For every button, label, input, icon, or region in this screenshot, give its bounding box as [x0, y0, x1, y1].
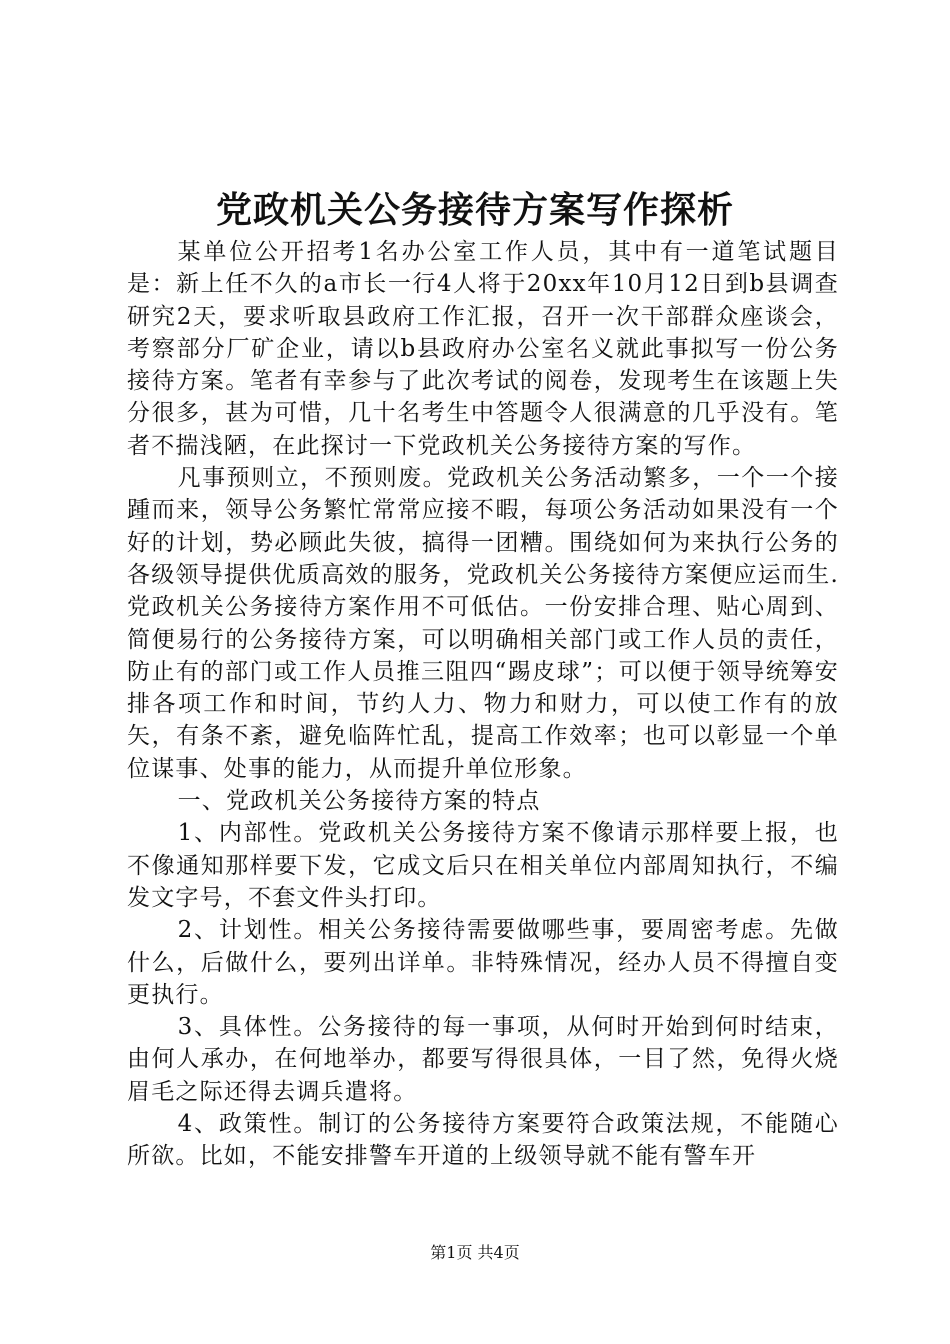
paragraph-2: 凡事预则立，不预则废。党政机关公务活动繁多，一个一个接踵而来，领导公务繁忙常常应接不暇，每项公务活动如果没有一个好的计划，势必顾此失彼，搞得一团糟。围绕如何为来执行公务的各级领导提供优质高效的服务，党政机关公务接待方案便应运而生.党政机关公务接待方案作用不可低估。一份安排合理、贴心周到、简便易行的公务接待方案，可以明确相关部门或工作人员的责任，防止有的部门或工作人员推三阻四“踢皮球”；可以便于领导统筹安排各项工作和时间，节约人力、物力和财力，可以使工作有的放矢，有条不紊，避免临阵忙乱，提高工作效率；也可以彰显一个单位谋事、处事的能力，从而提升单位形象。 — [127, 465, 839, 782]
paragraph-3: 1、内部性。党政机关公务接待方案不像请示那样要上报，也不像通知那样要下发，它成文后只在相关单位内部周知执行，不编发文字号，不套文件头打印。 — [127, 820, 839, 911]
section-heading-1: 一、党政机关公务接待方案的特点 — [177, 788, 541, 815]
paragraph-4: 2、计划性。相关公务接待需要做哪些事，要周密考虑。先做什么，后做什么，要列出详单。非特殊情况，经办人员不得擅自变更执行。 — [127, 917, 839, 1008]
paragraph-5: 3、具体性。公务接待的每一事项，从何时开始到何时结束，由何人承办，在何地举办，都要写得很具体，一目了然，免得火烧眉毛之际还得去调兵遣将。 — [127, 1014, 839, 1105]
page-footer: 第1页 共4页 — [430, 1243, 520, 1262]
paragraph-1: 某单位公开招考1名办公室工作人员，其中有一道笔试题目是：新上任不久的a市长一行4人将于20xx年10月12日到b县调查研究2天，要求听取县政府工作汇报，召开一次干部群众座谈会，考察部分厂矿企业，请以b县政府办公室名义就此事拟写一份公务接待方案。笔者有幸参与了此次考试的阅卷，发现考生在该题上失分很多，甚为可惜，几十名考生中答题令人很满意的几乎没有。笔者不揣浅陋，在此探讨一下党政机关公务接待方案的写作。 — [127, 239, 839, 459]
document-body — [127, 236, 839, 1173]
paragraph-6: 4、政策性。制订的公务接待方案要符合政策法规，不能随心所欲。比如，不能安排警车开道的上级领导就不能有警车开 — [127, 1111, 839, 1170]
document-title: 党政机关公务接待方案写作探析 — [215, 189, 734, 231]
